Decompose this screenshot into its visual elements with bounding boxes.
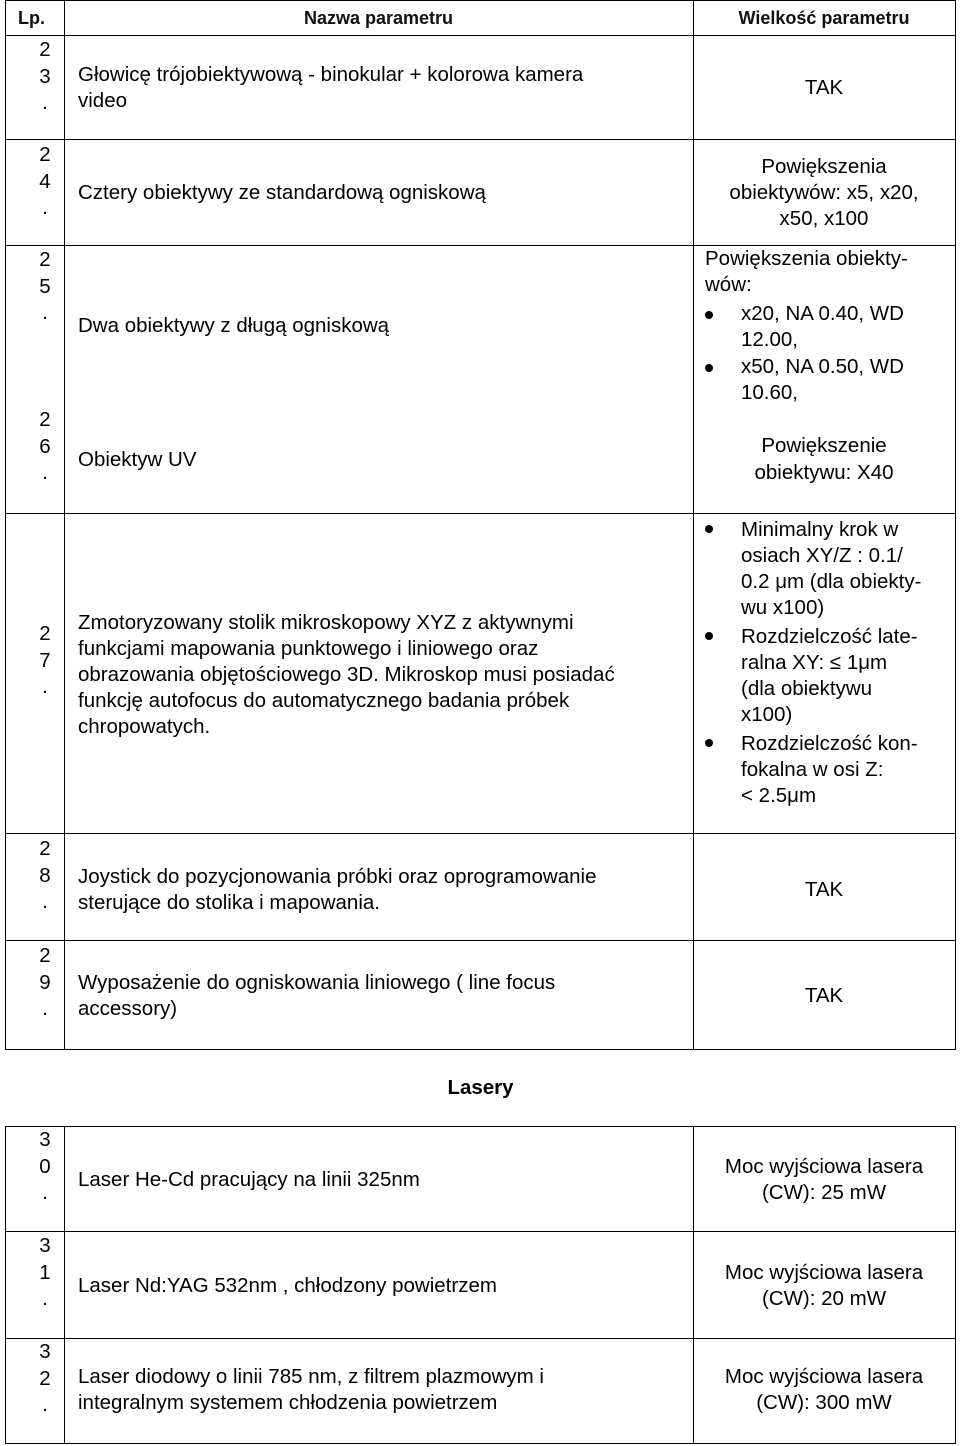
row-value-line: 0.2 μm (dla obiekty- [741,570,922,593]
row-value-line: ralna XY: ≤ 1μm [741,651,888,674]
row-value-line: x50, NA 0.50, WD [741,355,904,378]
row-value-line: (dla obiektywu [741,677,873,700]
row-number: 3 0 . [39,1128,51,1204]
row-value-line: (CW): 25 mW [761,1181,887,1204]
lasers-border-left [5,1126,6,1444]
lasers-bottom-line [5,1443,956,1444]
row-name: Laser Nd:YAG 532nm , chłodzony powietrzem [78,1274,497,1297]
row-number: 2 6 . [39,408,51,484]
row-value-line: Moc wyjściowa lasera [724,1365,924,1388]
header-lp: Lp. [18,8,45,28]
row-value: TAK [804,984,844,1007]
row-number: 2 3 . [39,38,51,114]
header-name: Nazwa parametru [303,8,454,28]
lasers-line-31 [5,1231,956,1232]
row-value-line: 12.00, [741,328,798,351]
table-border-left [5,0,6,1050]
bullet-icon [705,364,713,372]
row-value-line: Rozdzielczość kon- [741,732,918,755]
row-value-line: x50, x100 [779,207,869,230]
bullet-icon [705,525,713,533]
section-title: Lasery [447,1076,514,1099]
row-value: TAK [804,76,844,99]
row-number: 3 1 . [39,1234,51,1310]
row-value-line: < 2.5μm [741,784,817,807]
bullet-icon [705,739,713,747]
lasers-top-line [5,1126,956,1127]
row-value-line: osiach XY/Z : 0.1/ [741,544,903,567]
row-name-line: Joystick do pozycjonowania próbki oraz oprogramowanie [78,865,597,888]
row-name-line: Głowicę trójobiektywową - binokular + kolorowa kamera [78,63,584,86]
row-value-line: Moc wyjściowa lasera [724,1155,924,1178]
row-line-24 [5,139,956,140]
lasers-line-32 [5,1338,956,1339]
row-number: 2 5 . [39,248,51,324]
row-value-line: wów: [705,273,752,296]
row-number: 2 9 . [39,944,51,1020]
table-border-right [955,0,956,1050]
row-name: Cztery obiektywy ze standardową ogniskową [78,181,486,204]
row-number: 2 7 . [39,622,51,698]
row-value-line: obiektywu: X40 [754,461,894,484]
row-name-line: sterujące do stolika i mapowania. [78,891,380,914]
header-value: Wielkość parametru [738,8,910,28]
row-value-line: Minimalny krok w [741,518,899,541]
row-value-line: (CW): 20 mW [761,1287,887,1310]
table-bottom-line [5,1049,956,1050]
row-name-line: chropowatych. [78,715,211,738]
row-name: Laser He-Cd pracujący na linii 325nm [78,1168,420,1191]
row-name-line: Zmotoryzowany stolik mikroskopowy XYZ z aktywnymi [78,611,574,634]
row-value-line: 10.60, [741,381,798,404]
row-value-line: Powiększenia obiekty- [705,247,908,270]
row-line-27 [5,513,956,514]
bullet-icon [705,311,713,319]
row-name: Dwa obiektywy z długą ogniskową [78,314,390,337]
row-value-line: (CW): 300 mW [756,1391,892,1414]
row-value-line: x20, NA 0.40, WD [741,302,904,325]
row-number: 3 2 . [39,1340,51,1416]
row-line-28 [5,833,956,834]
table-divider-lp [64,0,65,1050]
row-name-line: funkcjami mapowania punktowego i liniowego oraz [78,637,539,660]
row-name-line: Laser diodowy o linii 785 nm, z filtrem plazmowym i [78,1365,544,1388]
row-name-line: obrazowania objętościowego 3D. Mikroskop musi posiadać [78,663,615,686]
row-number: 2 8 . [39,837,51,913]
row-name: Obiektyw UV [78,448,197,471]
row-name-line: accessory) [78,997,178,1020]
row-value-line: Powiększenia [761,155,887,178]
row-name-line: video [78,89,128,112]
lasers-border-right [955,1126,956,1444]
row-line-29 [5,940,956,941]
row-number: 2 4 . [39,143,51,219]
row-value-line: fokalna w osi Z: [741,758,884,781]
row-value: TAK [804,878,844,901]
row-name-line: Wyposażenie do ogniskowania liniowego ( line focus [78,971,556,994]
row-value-line: Rozdzielczość late- [741,625,918,648]
row-value-line: x100) [741,703,793,726]
row-name-line: funkcję autofocus do automatycznego badania próbek [78,689,570,712]
row-value-line: wu x100) [741,596,825,619]
row-value-line: Moc wyjściowa lasera [724,1261,924,1284]
lasers-divider-lp [64,1126,65,1444]
row-name-line: integralnym systemem chłodzenia powietrzem [78,1391,498,1414]
row-value-line: obiektywów: x5, x20, [729,181,919,204]
row-value-line: Powiększenie [761,434,887,457]
bullet-icon [705,632,713,640]
